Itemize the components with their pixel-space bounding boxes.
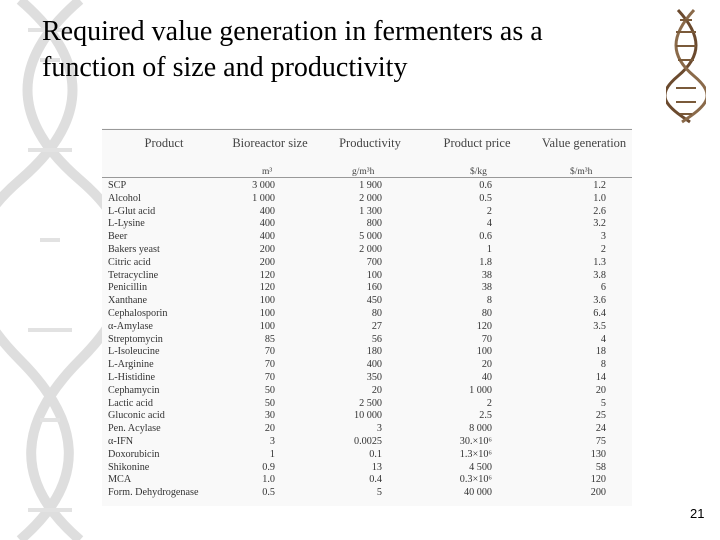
table-row <box>102 486 632 499</box>
cell-product-price: 38 <box>481 282 492 294</box>
cell-product: Streptomycin <box>108 333 163 345</box>
cell-product-price: 2 <box>486 397 492 409</box>
cell-bioreactor-size: 50 <box>264 384 275 396</box>
cell-productivity: 100 <box>366 269 382 281</box>
cell-bioreactor-size: 3 000 <box>252 180 275 191</box>
cell-bioreactor-size: 70 <box>264 372 275 383</box>
cell-value-generation: 1.2 <box>593 180 606 191</box>
cell-productivity: 5 000 <box>359 231 382 243</box>
cell-value-generation: 1.0 <box>593 192 606 204</box>
header-productivity: Productivity <box>339 136 401 150</box>
table-row <box>102 230 632 243</box>
table-row <box>102 422 632 435</box>
cell-bioreactor-size: 1.0 <box>262 474 275 486</box>
cell-product: Doxorubicin <box>108 448 160 460</box>
cell-value-generation: 3.8 <box>593 269 606 281</box>
cell-bioreactor-size: 85 <box>264 333 275 345</box>
cell-product: Citric acid <box>108 256 151 268</box>
table-header-rule <box>102 177 632 178</box>
cell-value-generation: 24 <box>595 423 606 435</box>
cell-product: Lactic acid <box>108 397 153 409</box>
cell-product-price: 8 000 <box>469 423 492 435</box>
cell-product: Cephamycin <box>108 384 160 396</box>
table-row <box>102 384 632 397</box>
cell-product-price: 30.×10⁶ <box>459 436 492 447</box>
cell-value-generation: 1.3 <box>593 256 606 268</box>
table-row <box>102 345 632 358</box>
cell-product: L-Lysine <box>108 218 145 230</box>
cell-product: MCA <box>108 474 132 486</box>
cell-product-price: 0.5 <box>479 192 492 204</box>
table-row <box>102 358 632 371</box>
cell-product: Alcohol <box>108 192 141 204</box>
cell-value-generation: 5 <box>600 397 606 409</box>
cell-product: Form. Dehydrogenase <box>108 487 199 499</box>
cell-value-generation: 25 <box>595 410 606 422</box>
cell-product: Shikonine <box>108 461 150 473</box>
cell-value-generation: 6 <box>600 282 606 294</box>
table-row <box>102 435 632 448</box>
cell-product-price: 38 <box>481 269 492 281</box>
table-row <box>102 371 632 384</box>
cell-product: L-Arginine <box>108 359 154 371</box>
cell-product: L-Glut acid <box>108 205 156 217</box>
cell-value-generation: 3.5 <box>593 320 606 332</box>
cell-product: L-Histidine <box>108 372 155 383</box>
cell-bioreactor-size: 0.5 <box>262 487 275 499</box>
cell-value-generation: 6.4 <box>593 308 606 319</box>
cell-product-price: 1 000 <box>469 384 492 396</box>
cell-productivity: 180 <box>366 346 382 358</box>
cell-productivity: 2 000 <box>359 244 382 255</box>
cell-bioreactor-size: 3 <box>269 436 275 447</box>
cell-product: SCP <box>108 180 127 191</box>
cell-product: Xanthane <box>108 295 148 307</box>
cell-bioreactor-size: 100 <box>259 320 275 332</box>
cell-bioreactor-size: 100 <box>259 295 275 307</box>
cell-value-generation: 2.6 <box>593 205 606 217</box>
cell-product: α-Amylase <box>108 320 153 332</box>
table-row <box>102 179 632 192</box>
cell-product: Beer <box>108 231 128 243</box>
header-value-generation: Value generation <box>541 136 627 150</box>
unit-size: m³ <box>262 167 273 177</box>
cell-product-price: 20 <box>481 359 492 371</box>
page-number: 21 <box>690 506 705 521</box>
cell-bioreactor-size: 120 <box>259 282 275 294</box>
cell-product-price: 4 500 <box>469 461 492 473</box>
cell-productivity: 350 <box>366 372 382 383</box>
cell-value-generation: 200 <box>590 487 606 499</box>
cell-productivity: 3 <box>376 423 382 435</box>
cell-bioreactor-size: 30 <box>264 410 275 422</box>
cell-product-price: 4 <box>486 218 492 230</box>
table-row <box>102 205 632 218</box>
cell-product: Cephalosporin <box>108 308 168 319</box>
cell-value-generation: 4 <box>600 333 606 345</box>
cell-value-generation: 8 <box>600 359 606 371</box>
cell-productivity: 1 300 <box>359 205 382 217</box>
table-row <box>102 217 632 230</box>
cell-productivity: 20 <box>371 384 382 396</box>
cell-product: Penicillin <box>108 282 148 294</box>
cell-value-generation: 18 <box>595 346 606 358</box>
cell-product: Gluconic acid <box>108 410 165 422</box>
cell-productivity: 450 <box>366 295 382 307</box>
cell-product: L-Isoleucine <box>108 346 160 358</box>
cell-productivity: 400 <box>366 359 382 371</box>
table-row <box>102 294 632 307</box>
cell-bioreactor-size: 200 <box>259 244 275 255</box>
cell-product-price: 0.6 <box>479 180 492 191</box>
cell-product-price: 100 <box>476 346 492 358</box>
cell-productivity: 160 <box>366 282 382 294</box>
cell-value-generation: 3 <box>600 231 606 243</box>
cell-productivity: 56 <box>371 333 382 345</box>
cell-productivity: 13 <box>371 461 382 473</box>
cell-product-price: 120 <box>476 320 492 332</box>
cell-productivity: 80 <box>371 308 382 319</box>
cell-product-price: 40 <box>481 372 492 383</box>
table-row <box>102 333 632 346</box>
unit-price: $/kg <box>470 167 487 177</box>
cell-product-price: 1 <box>486 244 492 255</box>
cell-bioreactor-size: 1 <box>269 448 275 460</box>
header-bioreactor-size: Bioreactor size <box>232 136 308 150</box>
cell-product: Tetracycline <box>108 269 159 281</box>
cell-product-price: 1.8 <box>479 256 492 268</box>
cell-value-generation: 120 <box>590 474 606 486</box>
unit-productivity: g/m³h <box>352 167 375 177</box>
cell-value-generation: 14 <box>595 372 606 383</box>
cell-value-generation: 130 <box>590 448 606 460</box>
cell-bioreactor-size: 70 <box>264 346 275 358</box>
table-row <box>102 307 632 320</box>
cell-bioreactor-size: 400 <box>259 218 275 230</box>
cell-bioreactor-size: 200 <box>259 256 275 268</box>
cell-productivity: 0.0025 <box>353 436 382 447</box>
table-row <box>102 256 632 269</box>
cell-product-price: 2 <box>486 205 492 217</box>
slide-title: Required value generation in fermenters as a function of size and productivity <box>42 16 543 83</box>
table-row <box>102 409 632 422</box>
cell-productivity: 1 900 <box>359 180 382 191</box>
cell-product-price: 2.5 <box>479 410 492 422</box>
cell-product-price: 8 <box>486 295 492 307</box>
header-product: Product <box>144 136 184 150</box>
cell-product-price: 40 000 <box>463 487 492 499</box>
table-row <box>102 269 632 282</box>
cell-productivity: 2 500 <box>359 397 382 409</box>
cell-productivity: 0.1 <box>369 448 382 460</box>
cell-bioreactor-size: 50 <box>264 397 275 409</box>
table-row <box>102 281 632 294</box>
cell-productivity: 700 <box>366 256 382 268</box>
cell-value-generation: 20 <box>595 384 606 396</box>
cell-value-generation: 3.6 <box>593 295 606 307</box>
cell-value-generation: 2 <box>600 244 606 255</box>
cell-product-price: 70 <box>481 333 492 345</box>
cell-bioreactor-size: 400 <box>259 231 275 243</box>
cell-productivity: 5 <box>376 487 382 499</box>
value-generation-table <box>102 128 632 506</box>
cell-bioreactor-size: 0.9 <box>262 461 275 473</box>
cell-bioreactor-size: 20 <box>264 423 275 435</box>
cell-value-generation: 75 <box>595 436 606 447</box>
table-top-rule <box>102 129 632 130</box>
table-row <box>102 461 632 474</box>
cell-product-price: 0.6 <box>479 231 492 243</box>
cell-value-generation: 58 <box>595 461 606 473</box>
header-product-price: Product price <box>443 136 511 150</box>
cell-value-generation: 3.2 <box>593 218 606 230</box>
table-row <box>102 192 632 205</box>
cell-productivity: 2 000 <box>359 192 382 204</box>
cell-bioreactor-size: 70 <box>264 359 275 371</box>
cell-productivity: 0.4 <box>369 474 382 486</box>
cell-bioreactor-size: 100 <box>259 308 275 319</box>
table-row <box>102 473 632 486</box>
cell-product-price: 80 <box>481 308 492 319</box>
table-row <box>102 397 632 410</box>
table-row <box>102 448 632 461</box>
table-row <box>102 320 632 333</box>
unit-value: $/m³h <box>570 167 593 177</box>
cell-product: Bakers yeast <box>108 244 160 255</box>
cell-productivity: 10 000 <box>353 410 382 422</box>
cell-product-price: 1.3×10⁶ <box>459 448 492 460</box>
cell-bioreactor-size: 400 <box>259 205 275 217</box>
cell-product: Pen. Acylase <box>108 423 161 435</box>
cell-product-price: 0.3×10⁶ <box>459 474 492 486</box>
table-row <box>102 243 632 256</box>
cell-product: α-IFN <box>108 436 134 447</box>
dna-logo-icon <box>666 6 706 124</box>
cell-bioreactor-size: 1 000 <box>252 192 275 204</box>
cell-productivity: 27 <box>371 320 382 332</box>
cell-bioreactor-size: 120 <box>259 269 275 281</box>
cell-productivity: 800 <box>366 218 382 230</box>
